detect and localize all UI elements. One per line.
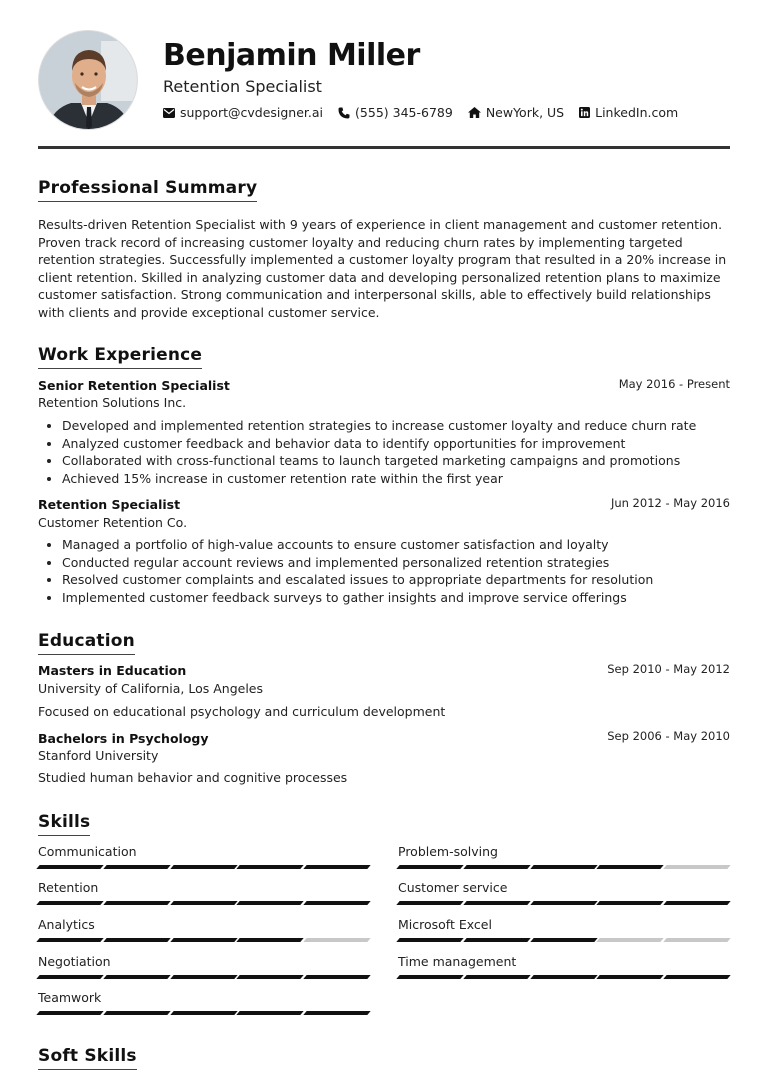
skill-level-segment bbox=[664, 865, 731, 869]
contact-list bbox=[163, 105, 678, 120]
skill-level-segment bbox=[530, 865, 597, 869]
skill-level-bar bbox=[398, 865, 729, 869]
skill-item bbox=[38, 844, 369, 869]
skill-level-segment bbox=[396, 975, 463, 979]
list-item: Resolved customer complaints and escalated issues to appropriate departments for resolution bbox=[62, 572, 654, 587]
skill-level-segment bbox=[597, 975, 664, 979]
skill-level-segment bbox=[530, 901, 597, 905]
list-item: Conducted regular account reviews and implemented personalized retention strategies bbox=[62, 554, 653, 572]
skill-level-bar bbox=[398, 938, 729, 942]
skill-level-segment bbox=[237, 975, 304, 979]
skill-label: Negotiation bbox=[38, 954, 111, 969]
degree-dates: Sep 2010 - May 2012 bbox=[607, 662, 730, 676]
degree-title: Bachelors in Psychology bbox=[38, 731, 209, 746]
skill-level-bar bbox=[38, 938, 369, 942]
skill-level-segment bbox=[237, 1011, 304, 1015]
contact-linkedin-text: LinkedIn.com bbox=[595, 105, 679, 120]
skill-level-segment bbox=[664, 938, 731, 942]
contact-location bbox=[468, 105, 564, 120]
skill-level-segment bbox=[530, 975, 597, 979]
skill-level-segment bbox=[36, 1011, 103, 1015]
skill-item bbox=[38, 990, 369, 1015]
list-item: Managed a portfolio of high-value accounts to ensure customer satisfaction and loyalty bbox=[62, 536, 653, 554]
skills-heading: Skills bbox=[38, 812, 90, 836]
skill-level-segment bbox=[304, 865, 371, 869]
job-bullets bbox=[62, 417, 696, 487]
skill-item bbox=[38, 954, 369, 979]
skill-item bbox=[398, 880, 729, 905]
contact-email-text: support@cvdesigner.ai bbox=[180, 105, 324, 120]
candidate-role: Retention Specialist bbox=[163, 77, 322, 96]
job-dates: May 2016 - Present bbox=[618, 377, 730, 391]
phone-icon bbox=[338, 107, 350, 119]
skill-level-segment bbox=[304, 938, 371, 942]
contact-phone-text: (555) 345-6789 bbox=[355, 105, 453, 120]
job-title: Senior Retention Specialist bbox=[38, 378, 230, 393]
skill-level-segment bbox=[170, 938, 237, 942]
skill-label: Microsoft Excel bbox=[398, 917, 492, 932]
contact-email[interactable] bbox=[163, 105, 323, 120]
skill-level-segment bbox=[304, 901, 371, 905]
skill-level-segment bbox=[103, 975, 170, 979]
skill-level-segment bbox=[170, 865, 237, 869]
job-dates: Jun 2012 - May 2016 bbox=[610, 496, 730, 510]
skill-level-segment bbox=[597, 901, 664, 905]
school-name: University of California, Los Angeles bbox=[38, 681, 264, 696]
skill-level-segment bbox=[103, 938, 170, 942]
degree-description: Focused on educational psychology and curriculum development bbox=[38, 704, 446, 719]
contact-linkedin[interactable] bbox=[579, 105, 678, 120]
skill-item bbox=[398, 844, 729, 869]
job-bullets bbox=[62, 536, 653, 606]
skill-level-segment bbox=[664, 901, 731, 905]
skill-level-segment bbox=[463, 975, 530, 979]
skill-item bbox=[398, 917, 729, 942]
skill-level-bar bbox=[398, 901, 729, 905]
header-divider bbox=[38, 146, 730, 149]
summary-text: Results-driven Retention Specialist with 9 years of experience in client management and customer retention. Proven track record of increasing customer loyalty and reducing churn rates by implementing targeted retention strategies. Successfully implemented a customer loyalty program that resulted in a 20% increase in client retention. Skilled in analyzing customer data and developing personalized retention plans to maximize customer satisfaction. Strong communication and interpersonal skills, able to effectively build relationships with clients and provide exceptional customer service. bbox=[38, 217, 727, 320]
skill-level-segment bbox=[530, 938, 597, 942]
skill-item bbox=[38, 917, 369, 942]
skill-level-bar bbox=[38, 865, 369, 869]
skill-label: Time management bbox=[398, 954, 517, 969]
skill-level-bar bbox=[398, 975, 729, 979]
skill-level-segment bbox=[103, 865, 170, 869]
skill-level-segment bbox=[36, 975, 103, 979]
linkedin-icon bbox=[579, 107, 590, 118]
skill-label: Teamwork bbox=[38, 990, 102, 1005]
job-title: Retention Specialist bbox=[38, 497, 181, 512]
contact-phone[interactable] bbox=[338, 105, 453, 120]
profile-photo bbox=[39, 31, 138, 130]
skill-level-segment bbox=[103, 901, 170, 905]
skill-level-segment bbox=[36, 901, 103, 905]
education-heading: Education bbox=[38, 631, 135, 655]
skill-level-segment bbox=[170, 1011, 237, 1015]
skill-level-segment bbox=[396, 938, 463, 942]
envelope-icon bbox=[163, 108, 175, 118]
list-item: Implemented customer feedback surveys to gather insights and improve service offerings bbox=[62, 589, 653, 607]
list-item: Collaborated with cross-functional teams to launch targeted marketing campaigns and promotions bbox=[62, 452, 696, 470]
skill-level-bar bbox=[38, 1011, 369, 1015]
skill-level-bar bbox=[38, 901, 369, 905]
skill-level-segment bbox=[396, 865, 463, 869]
experience-heading: Work Experience bbox=[38, 345, 202, 369]
soft-skills-heading: Soft Skills bbox=[38, 1046, 137, 1070]
job-company: Customer Retention Co. bbox=[38, 515, 188, 530]
job-company: Retention Solutions Inc. bbox=[38, 395, 187, 410]
skill-level-segment bbox=[304, 1011, 371, 1015]
skill-label: Problem-solving bbox=[398, 844, 498, 859]
skill-level-segment bbox=[597, 938, 664, 942]
summary-heading: Professional Summary bbox=[38, 178, 257, 202]
skill-label: Communication bbox=[38, 844, 137, 859]
degree-description: Studied human behavior and cognitive processes bbox=[38, 770, 348, 785]
contact-location-text: NewYork, US bbox=[485, 105, 565, 120]
skill-level-segment bbox=[396, 901, 463, 905]
skill-level-segment bbox=[170, 901, 237, 905]
degree-dates: Sep 2006 - May 2010 bbox=[607, 729, 730, 743]
skill-item bbox=[398, 954, 729, 979]
list-item: Achieved 15% increase in customer retention rate within the first year bbox=[62, 470, 696, 488]
skill-level-segment bbox=[304, 975, 371, 979]
skill-item bbox=[38, 880, 369, 905]
school-name: Stanford University bbox=[38, 748, 159, 763]
degree-title: Masters in Education bbox=[38, 663, 187, 678]
skill-level-segment bbox=[237, 901, 304, 905]
skill-level-segment bbox=[664, 975, 731, 979]
skill-level-segment bbox=[237, 938, 304, 942]
list-item: Analyzed customer feedback and behavior data to identify opportunities for improvement bbox=[62, 435, 696, 453]
skill-level-segment bbox=[463, 865, 530, 869]
skill-level-segment bbox=[597, 865, 664, 869]
skill-level-segment bbox=[237, 865, 304, 869]
skill-level-segment bbox=[36, 938, 103, 942]
skill-level-segment bbox=[463, 938, 530, 942]
candidate-name: Benjamin Miller bbox=[163, 38, 420, 73]
skill-label: Retention bbox=[38, 880, 99, 895]
list-item: Developed and implemented retention strategies to increase customer loyalty and reduce churn rate bbox=[62, 418, 697, 433]
avatar bbox=[38, 30, 138, 130]
skill-level-segment bbox=[36, 865, 103, 869]
skill-level-segment bbox=[170, 975, 237, 979]
skill-level-segment bbox=[103, 1011, 170, 1015]
skill-label: Customer service bbox=[398, 880, 508, 895]
skill-label: Analytics bbox=[38, 917, 95, 932]
skill-level-segment bbox=[463, 901, 530, 905]
home-icon bbox=[468, 107, 481, 118]
skill-level-bar bbox=[38, 975, 369, 979]
